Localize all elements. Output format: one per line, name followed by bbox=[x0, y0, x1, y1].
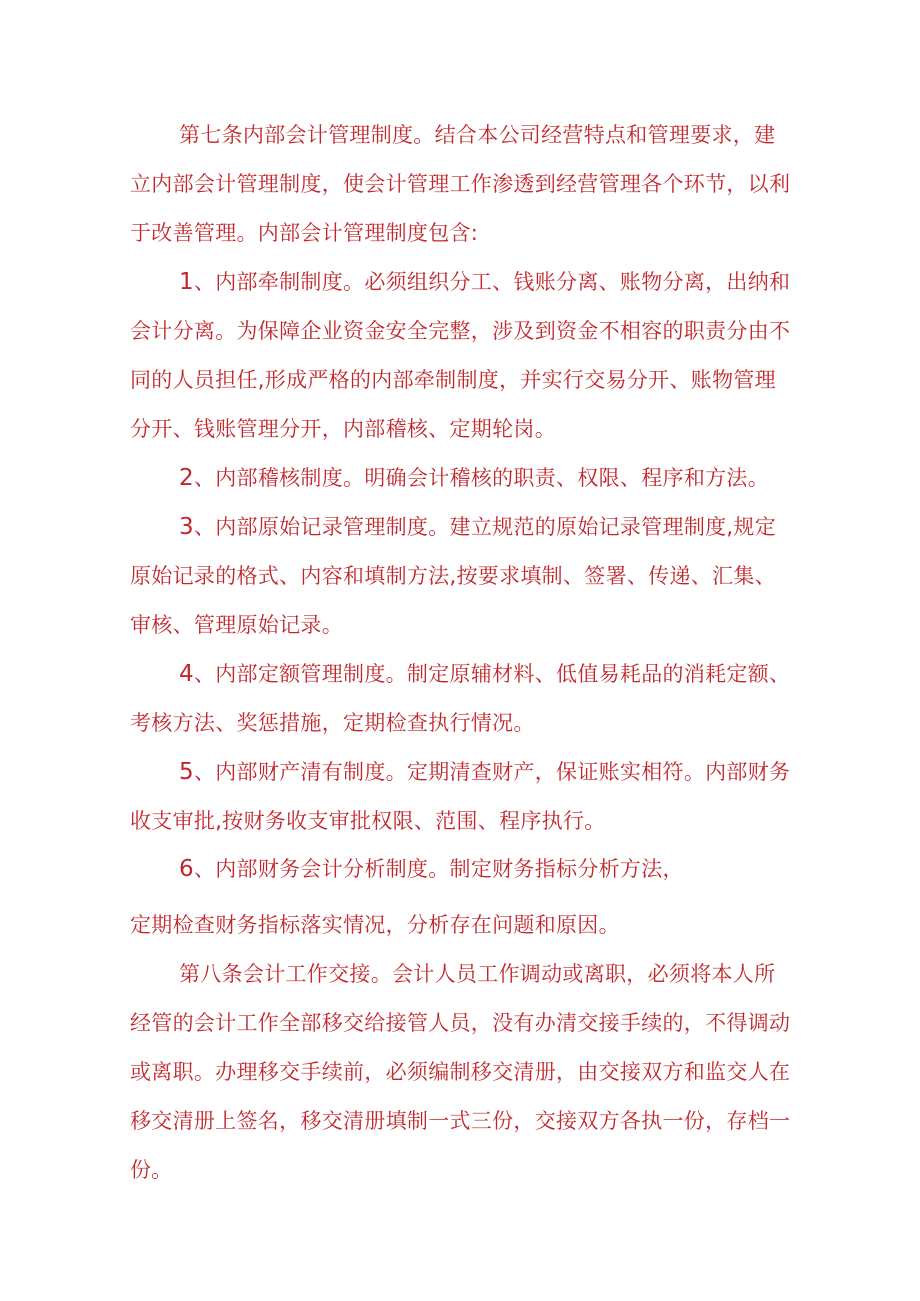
item-2-paragraph bbox=[130, 454, 795, 503]
item-6-paragraph bbox=[130, 845, 795, 894]
article-8-paragraph bbox=[130, 950, 795, 1195]
paragraph-text: 、内部财务会计分析制度。制定财务指标分析方法， bbox=[193, 857, 684, 881]
item-number: 4 bbox=[179, 661, 194, 687]
item-5-paragraph bbox=[130, 748, 795, 846]
paragraph-text: 、内部定额管理制度。制定原辅材料、低值易耗品的消耗定额、考核方法、奖惩措施，定期检查执行情况。 bbox=[130, 662, 791, 735]
paragraph-text: 第七条内部会计管理制度。结合本公司经营特点和管理要求，建立内部会计管理制度，使会计管理工作渗透到经营管理各个环节，以利于改善管理。内部会计管理制度包含: bbox=[130, 123, 791, 245]
item-4-paragraph bbox=[130, 650, 795, 748]
paragraph-text: 第八条会计工作交接。会计人员工作调动或离职，必须将本人所经管的会计工作全部移交给接管人员，没有办清交接手续的，不得调动或离职。办理移交手续前，必须编制移交清册，由交接双方和监交人在移交清册上签名，移交清册填制一式三份，交接双方各执一份，存档一份。 bbox=[130, 962, 791, 1182]
item-1-paragraph bbox=[130, 258, 795, 454]
item-number: 1 bbox=[179, 269, 194, 295]
paragraph-text: 、内部财产清有制度。定期清查财产，保证账实相符。内部财务收支审批,按财务收支审批权限、范围、程序执行。 bbox=[130, 760, 791, 833]
item-3-paragraph bbox=[130, 503, 795, 650]
item-number: 3 bbox=[179, 514, 194, 540]
item-number: 6 bbox=[179, 856, 194, 882]
item-number: 5 bbox=[179, 759, 194, 785]
paragraph-text: 、内部原始记录管理制度。建立规范的原始记录管理制度,规定原始记录的格式、内容和填制方法,按要求填制、签署、传递、汇集、审核、管理原始记录。 bbox=[130, 515, 777, 637]
item-number: 2 bbox=[179, 465, 194, 491]
item-6-continuation bbox=[130, 901, 795, 950]
paragraph-text: 、内部稽核制度。明确会计稽核的职责、权限、程序和方法。 bbox=[193, 466, 770, 490]
paragraph-text: 、内部牵制制度。必须组织分工、钱账分离、账物分离，出纳和会计分离。为保障企业资金安全完整，涉及到资金不相容的职责分由不同的人员担任,形成严格的内部牵制制度，并实行交易分开、账物管理分开、钱账管理分开，内部稽核、定期轮岗。 bbox=[130, 270, 791, 441]
paragraph-text: 定期检查财务指标落实情况，分析存在问题和原因。 bbox=[130, 913, 620, 937]
article-7-paragraph bbox=[130, 111, 795, 258]
